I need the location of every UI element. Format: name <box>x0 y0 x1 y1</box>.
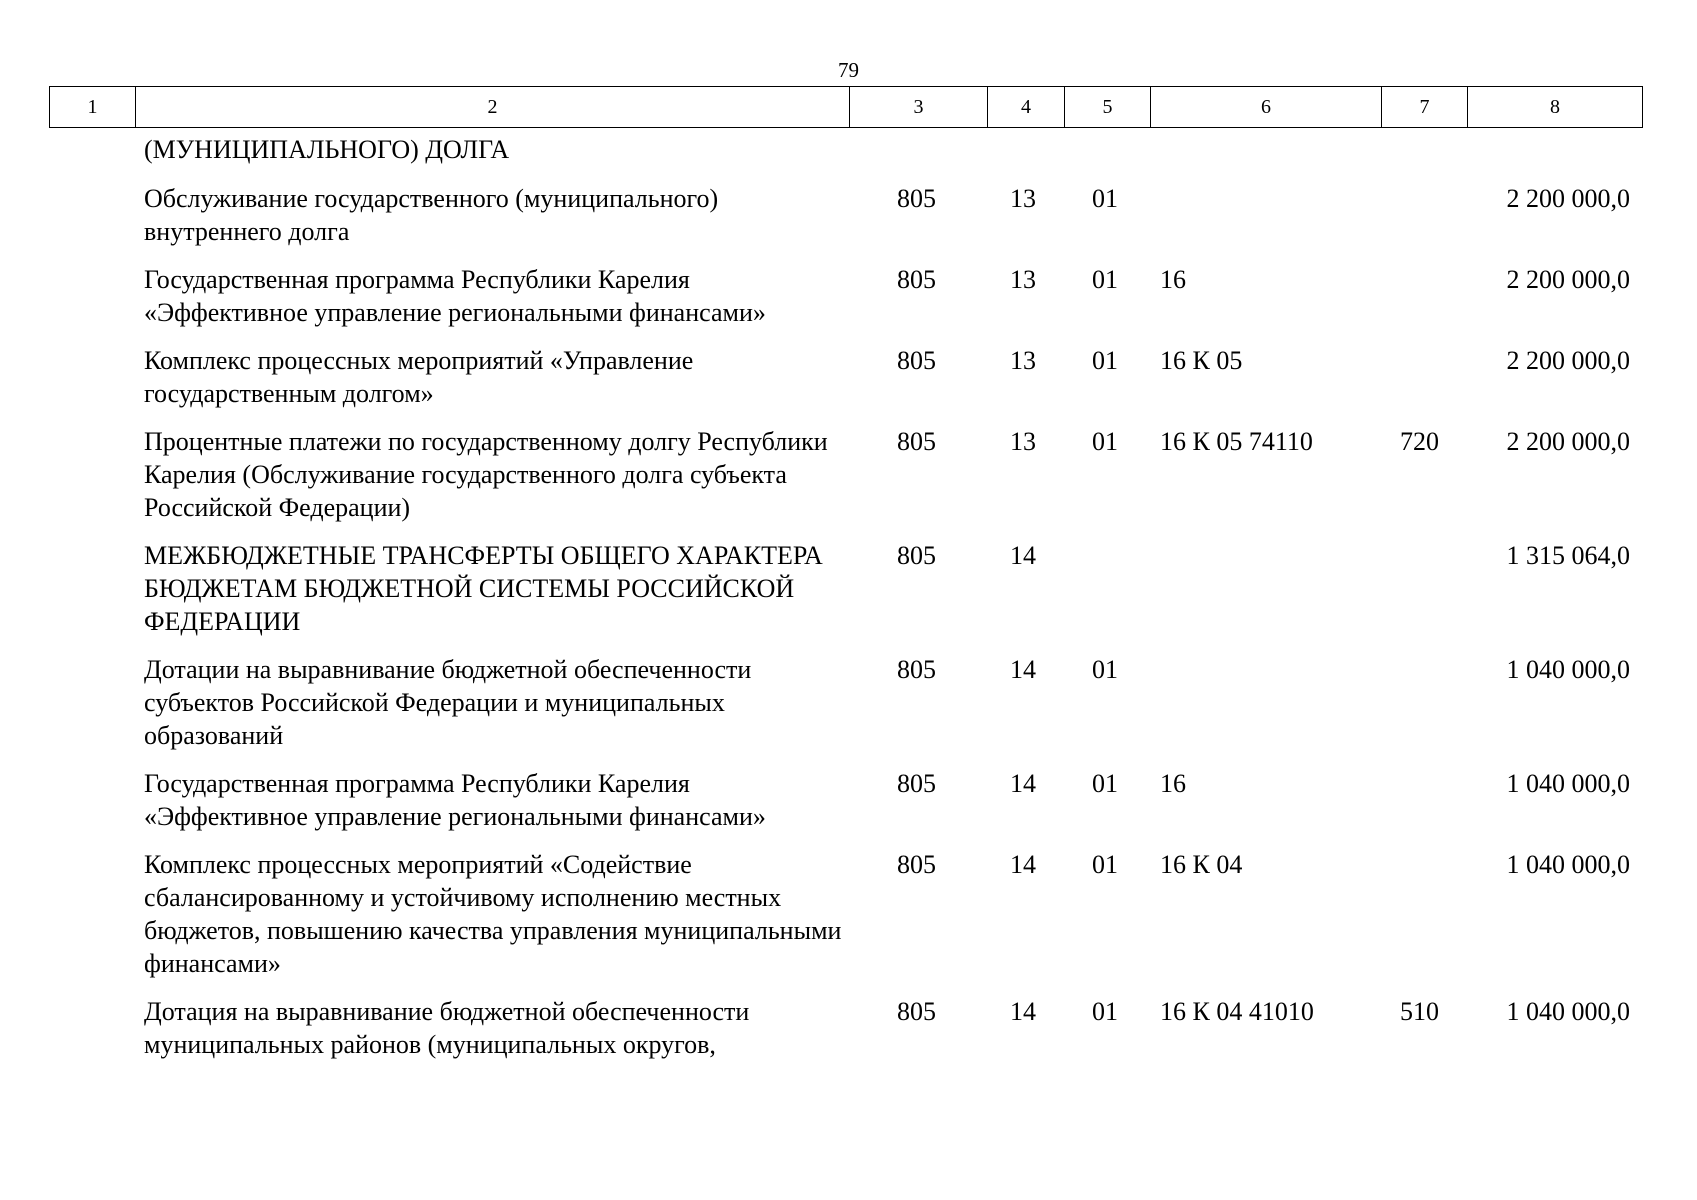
row-target-article: 16 <box>1160 265 1186 294</box>
row-amount: 1 315 064,0 <box>1506 541 1630 570</box>
row-amount: 2 200 000,0 <box>1506 346 1630 375</box>
column-header-4: 4 <box>988 87 1065 128</box>
row-name: Комплекс процессных мероприятий «Управление государственным долгом» <box>144 346 694 408</box>
row-ministry-code: 805 <box>897 655 936 684</box>
row-amount: 1 040 000,0 <box>1506 655 1630 684</box>
row-subsection-code: 01 <box>1092 265 1118 294</box>
row-name: Государственная программа Республики Карелия «Эффективное управление региональными финансами» <box>144 265 766 327</box>
row-name: Дотации на выравнивание бюджетной обеспеченности субъектов Российской Федерации и муниципальных образований <box>144 655 752 750</box>
row-section-code: 13 <box>1010 265 1036 294</box>
row-subsection-code: 01 <box>1092 346 1118 375</box>
row-name: Дотация на выравнивание бюджетной обеспеченности муниципальных районов (муниципальных округов, <box>144 997 750 1059</box>
row-subsection-code: 01 <box>1092 655 1118 684</box>
row-target-article: 16 К 05 <box>1160 346 1243 375</box>
table-row <box>49 425 1640 524</box>
table-row <box>49 848 1640 980</box>
table-row <box>49 995 1640 1061</box>
row-amount: 2 200 000,0 <box>1506 265 1630 294</box>
column-header-3: 3 <box>850 87 988 128</box>
row-section-code: 13 <box>1010 346 1036 375</box>
row-name: Комплекс процессных мероприятий «Содействие сбалансированному и устойчивому исполнению местных бюджетов, повышению качества управления муниципальными финансами» <box>144 850 842 978</box>
row-section-code: 13 <box>1010 184 1036 213</box>
row-subsection-code: 01 <box>1092 769 1118 798</box>
row-name: Процентные платежи по государственному долгу Республики Карелия (Обслуживание государственного долга субъекта Российской Федерации) <box>144 427 828 522</box>
table-row <box>49 182 1640 248</box>
table-body <box>49 133 1640 1061</box>
row-ministry-code: 805 <box>897 346 936 375</box>
row-expense-type: 720 <box>1400 427 1439 456</box>
page-number: 79 <box>838 58 859 82</box>
row-ministry-code: 805 <box>897 184 936 213</box>
row-amount: 2 200 000,0 <box>1506 184 1630 213</box>
row-name: Государственная программа Республики Карелия «Эффективное управление региональными финансами» <box>144 769 766 831</box>
row-section-code: 14 <box>1010 997 1036 1026</box>
row-subsection-code: 01 <box>1092 997 1118 1026</box>
table-row <box>49 344 1640 410</box>
row-section-code: 14 <box>1010 850 1036 879</box>
row-ministry-code: 805 <box>897 265 936 294</box>
row-ministry-code: 805 <box>897 769 936 798</box>
table-row <box>49 653 1640 752</box>
column-header-1: 1 <box>50 87 136 128</box>
table-row <box>49 767 1640 833</box>
column-header-5: 5 <box>1065 87 1151 128</box>
column-header-row <box>50 87 1643 128</box>
column-header-table <box>49 86 1643 128</box>
row-name: МЕЖБЮДЖЕТНЫЕ ТРАНСФЕРТЫ ОБЩЕГО ХАРАКТЕРА БЮДЖЕТАМ БЮДЖЕТНОЙ СИСТЕМЫ РОССИЙСКОЙ ФЕДЕРАЦИИ <box>144 541 823 636</box>
column-header-6: 6 <box>1151 87 1382 128</box>
row-ministry-code: 805 <box>897 541 936 570</box>
column-header-7: 7 <box>1382 87 1468 128</box>
column-header-2: 2 <box>136 87 850 128</box>
row-expense-type: 510 <box>1400 997 1439 1026</box>
row-subsection-code: 01 <box>1092 184 1118 213</box>
row-ministry-code: 805 <box>897 427 936 456</box>
row-ministry-code: 805 <box>897 997 936 1026</box>
row-section-code: 14 <box>1010 541 1036 570</box>
row-section-code: 13 <box>1010 427 1036 456</box>
row-amount: 1 040 000,0 <box>1506 850 1630 879</box>
row-target-article: 16 К 04 41010 <box>1160 997 1314 1026</box>
column-header-8: 8 <box>1468 87 1643 128</box>
row-amount: 1 040 000,0 <box>1506 769 1630 798</box>
table-row <box>49 539 1640 638</box>
row-target-article: 16 <box>1160 769 1186 798</box>
table-row <box>49 263 1640 329</box>
row-name: (МУНИЦИПАЛЬНОГО) ДОЛГА <box>144 135 510 164</box>
row-section-code: 14 <box>1010 655 1036 684</box>
row-amount: 1 040 000,0 <box>1506 997 1630 1026</box>
row-target-article: 16 К 05 74110 <box>1160 427 1313 456</box>
row-subsection-code: 01 <box>1092 850 1118 879</box>
row-name: Обслуживание государственного (муниципального) внутреннего долга <box>144 184 719 246</box>
row-target-article: 16 К 04 <box>1160 850 1243 879</box>
row-amount: 2 200 000,0 <box>1506 427 1630 456</box>
row-ministry-code: 805 <box>897 850 936 879</box>
table-row <box>49 133 1640 166</box>
row-section-code: 14 <box>1010 769 1036 798</box>
row-subsection-code: 01 <box>1092 427 1118 456</box>
